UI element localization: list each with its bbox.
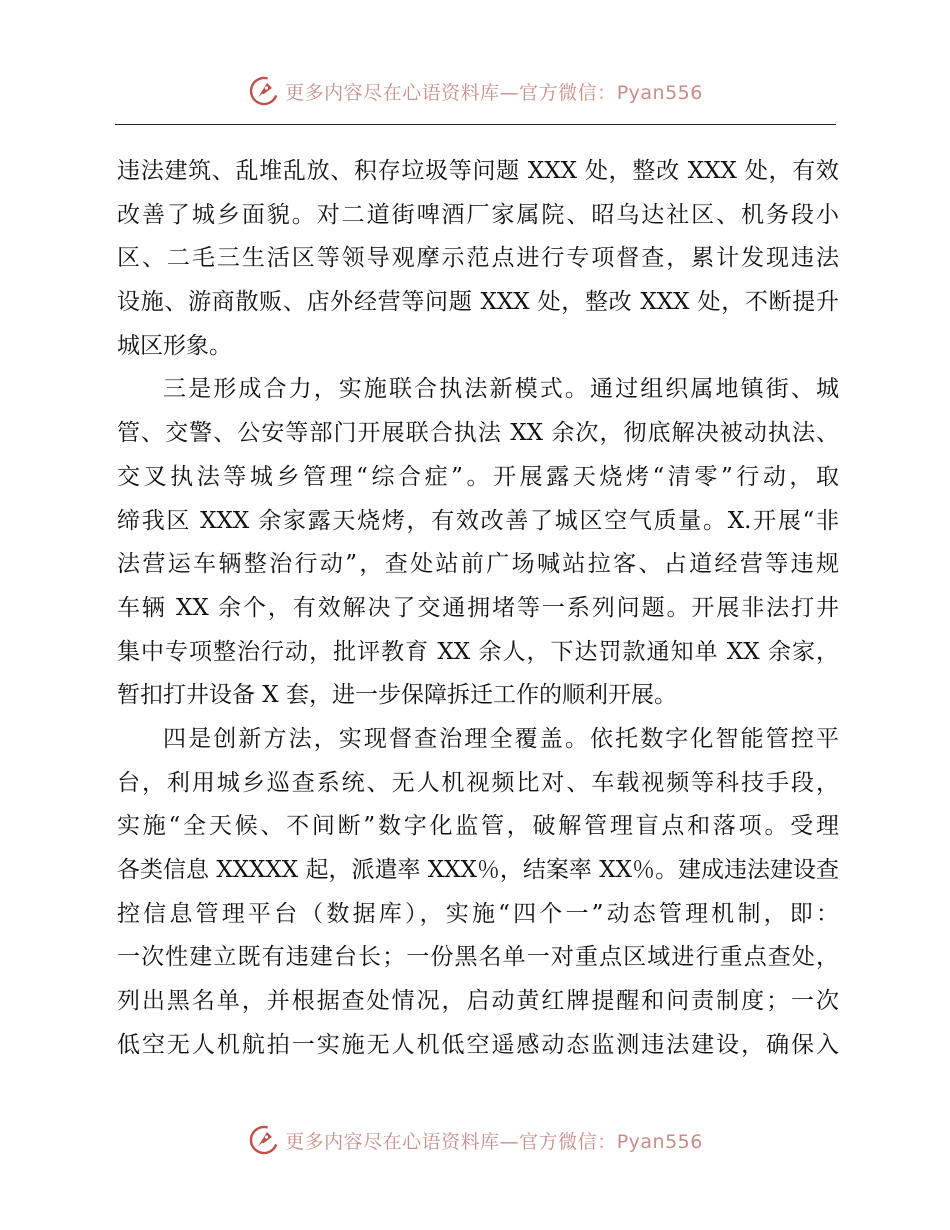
- text-line: 低空无人机航拍一实施无人机低空遥感动态监测违法建设，确保入: [117, 1031, 839, 1058]
- text-line: 管、交警、公安等部门开展联合执法 XX 余次，彻底解决被动执法、: [117, 420, 839, 447]
- banner-title: 更多内容尽在心语资料库: [285, 81, 500, 104]
- header-divider: [115, 124, 836, 125]
- paragraph-start-line: 三是形成合力，实施联合执法新模式。通过组织属地镇街、城: [163, 376, 839, 403]
- text-line: 集中专项整治行动，批评教育 XX 余人，下达罚款通知单 XX 余家，: [117, 638, 839, 665]
- text-line: 暂扣打井设备 X 套，进一步保障拆迁工作的顺利开展。: [117, 682, 677, 709]
- pen-nib-logo-icon: [247, 1123, 281, 1157]
- text-line: 各类信息 XXXXX 起，派遣率 XXX％，结案率 XX％。建成违法建设查: [117, 857, 839, 883]
- footer-wechat-label: 官方微信：: [519, 1130, 617, 1153]
- text-line: 城区形象。: [117, 332, 232, 359]
- footer-banner-dash: —: [499, 1130, 520, 1153]
- pen-nib-logo-icon: [247, 74, 281, 108]
- footer-wechat-id: Pyan556: [616, 1130, 703, 1153]
- text-line: 违法建筑、乱堆乱放、积存垃圾等问题 XXX 处，整改 XXX 处，有效: [117, 158, 839, 184]
- text-line: 交叉执法等城乡管理“综合症”。开展露天烧烤“清零”行动，取: [117, 463, 839, 490]
- text-line: 台，利用城乡巡查系统、无人机视频比对、车载视频等科技手段，: [117, 769, 839, 796]
- banner-wechat-id: Pyan556: [616, 81, 703, 104]
- paragraph-start-line: 四是创新方法，实现督查治理全覆盖。依托数字化智能管控平: [163, 725, 839, 752]
- text-line: 设施、游商散贩、店外经营等问题 XXX 处，整改 XXX 处，不断提升: [117, 289, 839, 316]
- text-line: 缔我区 XXX 余家露天烧烤，有效改善了城区空气质量。X.开展“非: [117, 507, 839, 534]
- text-line: 列出黑名单，并根据查处情况，启动黄红牌提醒和问责制度；一次: [117, 988, 839, 1015]
- footer-banner: [0, 1120, 950, 1160]
- text-line: 法营运车辆整治行动”，查处站前广场喊站拉客、占道经营等违规: [117, 551, 839, 578]
- text-line: 车辆 XX 余个，有效解决了交通拥堵等一系列问题。开展非法打井: [117, 594, 839, 621]
- text-line: 实施“全天候、不间断”数字化监管，破解管理盲点和落项。受理: [117, 813, 839, 840]
- text-line: 区、二毛三生活区等领导观摩示范点进行专项督查，累计发现违法: [117, 245, 839, 272]
- document-body: [117, 150, 839, 1067]
- banner-wechat-label: 官方微信：: [519, 81, 617, 104]
- text-line: 一次性建立既有违建台长；一份黑名单一对重点区域进行重点查处，: [117, 944, 839, 971]
- text-line: 控信息管理平台（数据库），实施“四个一”动态管理机制，即：: [117, 900, 839, 927]
- footer-banner-title: 更多内容尽在心语资料库: [285, 1130, 500, 1153]
- banner-dash: —: [499, 81, 520, 104]
- text-line: 改善了城乡面貌。对二道街啤酒厂家属院、昭乌达社区、机务段小: [117, 201, 839, 228]
- header-banner: [0, 71, 950, 111]
